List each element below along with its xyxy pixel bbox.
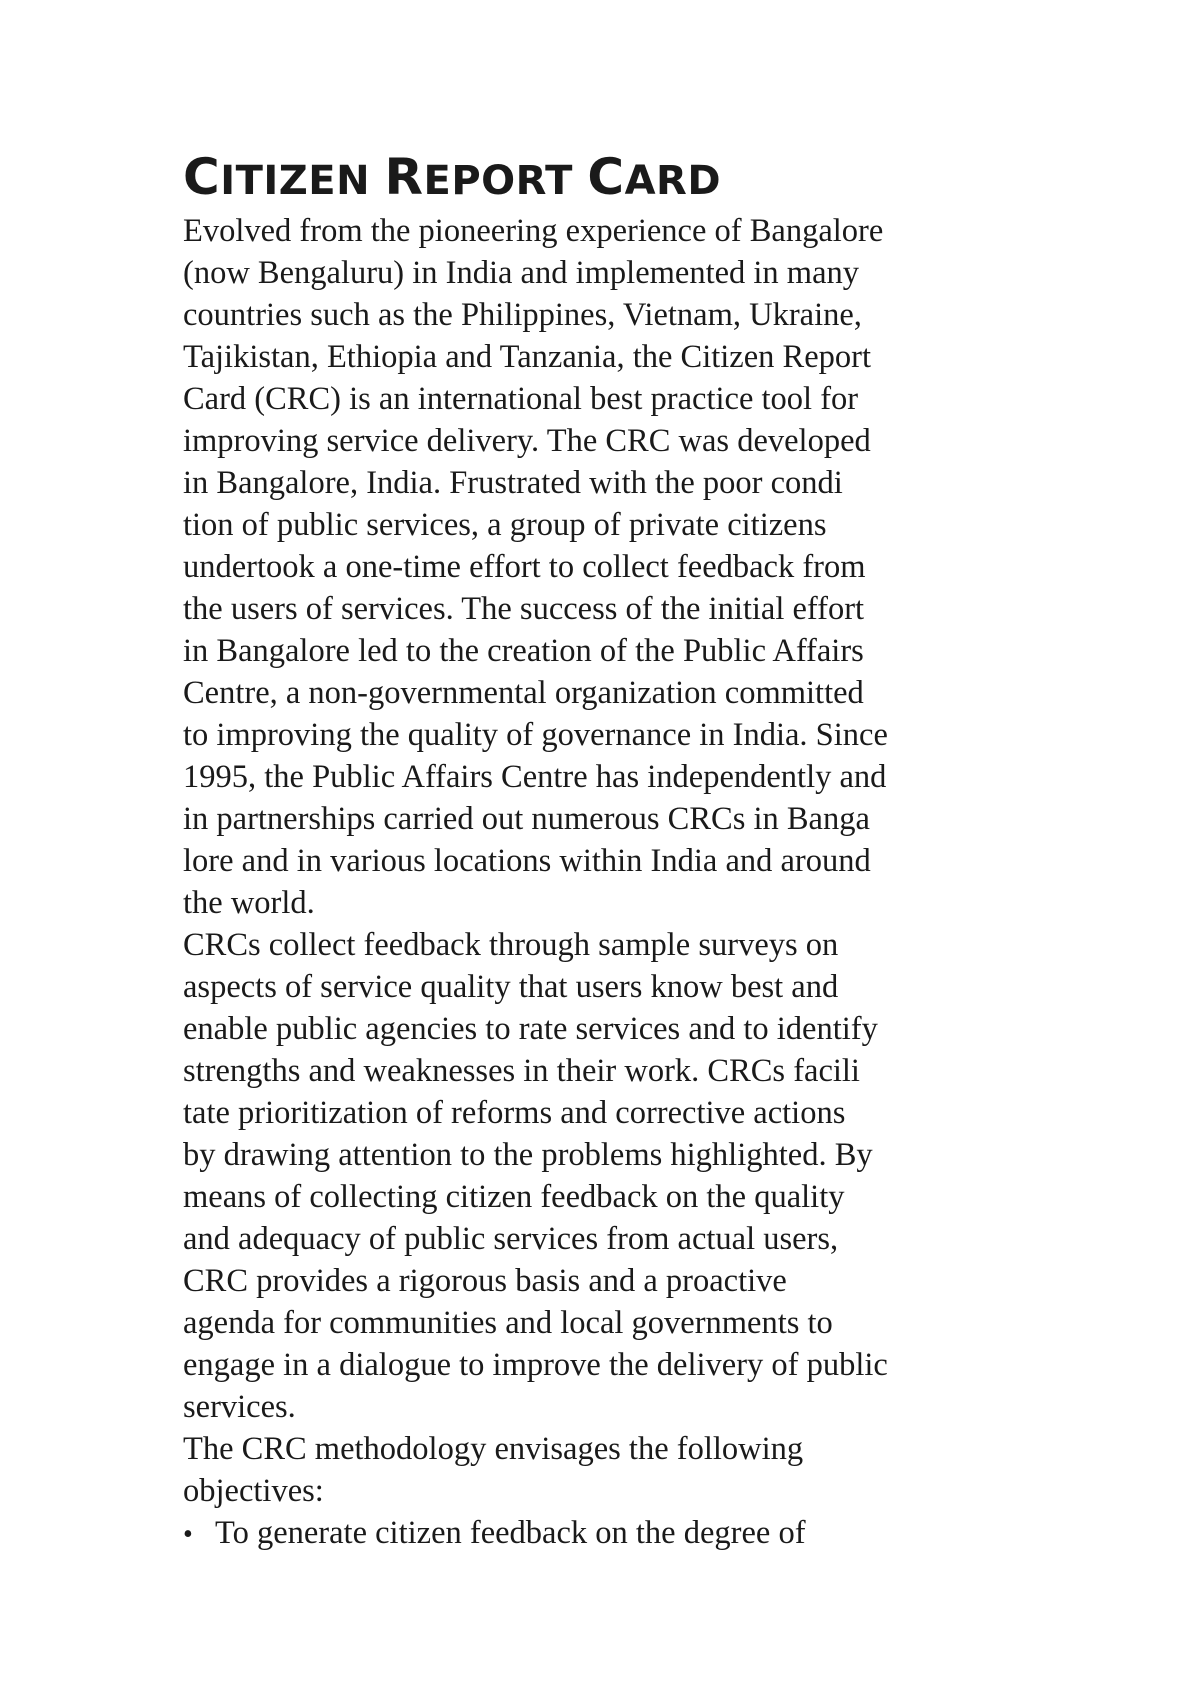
document-title — [183, 148, 983, 210]
paragraph-2-line-1: CRCs collect feedback through sample surveys on — [183, 927, 839, 963]
paragraph-2-line-8: and adequacy of public services from actual users, — [183, 1221, 839, 1257]
paragraph-2-line-2: aspects of service quality that users know best and — [183, 969, 839, 1005]
paragraph-2-line-12: services. — [183, 1389, 296, 1425]
paragraph-1-line-2: (now Bengaluru) in India and implemented in many — [183, 255, 860, 291]
objective-bullet-item — [183, 1512, 983, 1554]
paragraph-2-line-7: means of collecting citizen feedback on the quality — [183, 1179, 845, 1215]
paragraph-1-line-11: in Bangalore led to the creation of the Public Affairs — [183, 633, 864, 669]
paragraph-1-line-4: Tajikistan, Ethiopia and Tanzania, the Citizen Report — [183, 339, 871, 375]
paragraph-1-line-5: Card (CRC) is an international best practice tool for — [183, 381, 859, 417]
paragraph-1-line-1: Evolved from the pioneering experience of Bangalore — [183, 213, 884, 249]
paragraph-2-line-10: agenda for communities and local governments to — [183, 1305, 833, 1341]
paragraph-2-line-6: by drawing attention to the problems highlighted. By — [183, 1137, 873, 1173]
bullet-text: To generate citizen feedback on the degree of — [215, 1515, 806, 1551]
paragraph-1-line-15: in partnerships carried out numerous CRCs in Banga — [183, 801, 870, 837]
paragraph-1-line-9: undertook a one-time effort to collect feedback from — [183, 549, 866, 585]
document-page — [183, 148, 983, 1554]
title-rest-3: ARD — [624, 158, 722, 204]
bullet-marker: • — [183, 1519, 193, 1550]
paragraph-1-line-7: in Bangalore, India. Frustrated with the poor condi — [183, 465, 843, 501]
paragraph-1-line-14: 1995, the Public Affairs Centre has independently and — [183, 759, 887, 795]
title-initial-1: C — [183, 148, 221, 206]
paragraph-1-line-10: the users of services. The success of the initial effort — [183, 591, 865, 627]
paragraph-1-line-6: improving service delivery. The CRC was developed — [183, 423, 871, 459]
paragraph-2-line-5: tate prioritization of reforms and corrective actions — [183, 1095, 846, 1131]
paragraph-1-line-13: to improving the quality of governance in India. Since — [183, 717, 888, 753]
paragraph-2-line-11: engage in a dialogue to improve the delivery of public — [183, 1347, 888, 1383]
paragraph-2-line-9: CRC provides a rigorous basis and a proactive — [183, 1263, 787, 1299]
title-rest-2: EPORT — [423, 158, 588, 204]
title-initial-2: R — [384, 148, 424, 206]
paragraph-3-line-1: The CRC methodology envisages the following — [183, 1431, 804, 1467]
paragraph-3-line-2: objectives: — [183, 1473, 324, 1509]
title-initial-3: C — [587, 148, 625, 206]
paragraph-1-line-16: lore and in various locations within India and around — [183, 843, 871, 879]
paragraph-1-line-3: countries such as the Philippines, Vietnam, Ukraine, — [183, 297, 862, 333]
paragraph-1-line-8: tion of public services, a group of private citizens — [183, 507, 827, 543]
body-text — [183, 210, 983, 1554]
title-rest-1: ITIZEN — [220, 158, 385, 204]
paragraph-2-line-4: strengths and weaknesses in their work. CRCs facili — [183, 1053, 860, 1089]
paragraph-2-line-3: enable public agencies to rate services and to identify — [183, 1011, 878, 1047]
paragraph-1-line-12: Centre, a non-governmental organization committed — [183, 675, 864, 711]
paragraph-1-line-17: the world. — [183, 885, 315, 921]
